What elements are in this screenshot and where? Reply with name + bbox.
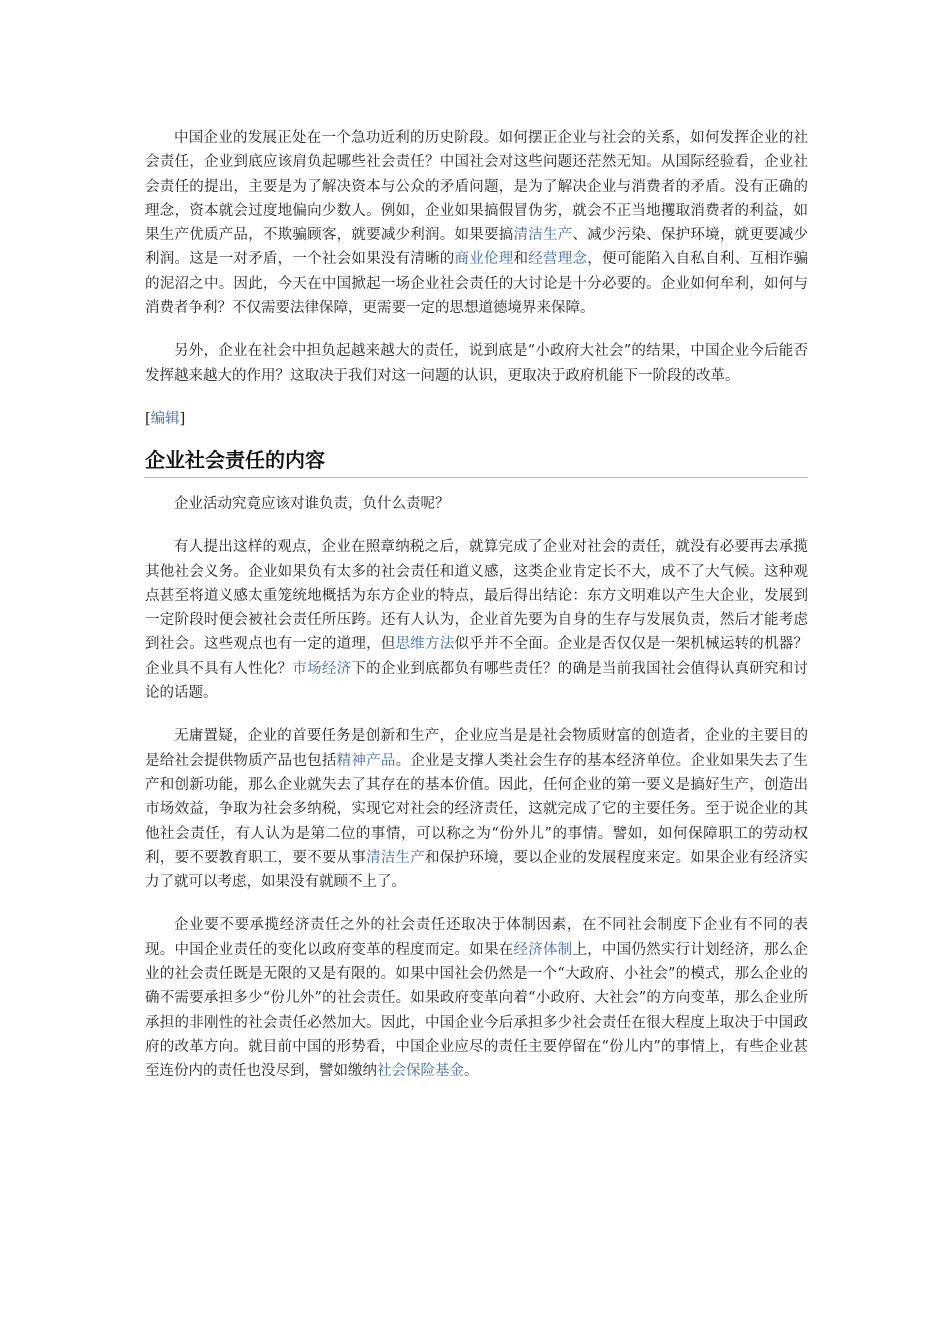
link-jingying-linian[interactable]: 经营理念 [528,251,588,268]
paragraph-government: 另外，企业在社会中担负起越来越大的责任，说到底是“小政府大社会”的结果，中国企业今后能否发挥越来越大的作用？这取决于我们对这一问题的认识，更取决于政府机能下一阶段的改革。 [145,343,808,384]
article-body [145,126,808,1084]
link-siwei-fangfa[interactable]: 思维方法 [395,636,455,653]
text: ，便可能陷入自私自利、互相诈骗的泥沼之中。因此，今天在中国掀起一场企业社会责任的大讨论是十分必要的。企业如何牟利，如何与消费者争利？不仅需要法律保障，更需要一定的思想道德境界来保障。 [145,251,809,317]
paragraph-primary-task [145,724,808,894]
link-shangye-lunli[interactable]: 商业伦理 [454,251,514,268]
link-qingjie-shengchan[interactable]: 清洁生产 [513,227,573,244]
text: 有人提出这样的观点，企业在照章纳税之后，就算完成了企业对社会的责任，就没有必要再去承揽其他社会义务。企业如果负有太多的社会责任和道义感，这类企业肯定长不大，成不了大气候。这种观点甚至将道义感太重笼统地概括为东方企业的特点，最后得出结论：东方文明难以产生大企业，发展到一定阶段时便会被社会责任所压跨。还有人认为，企业首先要为自身的生存与发展负责，然后才能考虑到社会。这些观点也有一定的道理，但 [145,539,808,653]
paragraph-question: 企业活动究竟应该对谁负责，负什么责呢？ [174,495,450,512]
bracket-close: ] [179,410,186,427]
text: 企业要不要承揽经济责任之外的社会责任还取决于体制因素，在不同社会制度下企业有不同的表现。中国企业责任的变化以政府变革的程度而定。如果在 [145,917,808,958]
section-heading: 企业社会责任的内容 [145,445,808,478]
edit-section [145,407,808,431]
link-qingjie-shengchan-2[interactable]: 清洁生产 [366,849,426,866]
paragraph-intro [145,126,808,320]
text: 下的企业到底都负有哪些责任？的确是当前我国社会值得认真研究和讨论的话题。 [145,660,809,702]
text: 和保护环境，要以企业的发展程度来定。如果企业有经济实力了就可以考虑，如果没有就顾不上了。 [145,849,809,891]
text: 。 [464,1063,479,1080]
bracket-open: [ [145,410,151,427]
text: 上，中国仍然实行计划经济，那么企业的社会责任既是无限的又是有限的。如果中国社会仍然是一个“大政府、小社会”的模式，那么企业的确不需要承担多少“份儿外”的社会责任。如果政府变革向着“小政府、大社会”的方向变革，那么企业所承担的非刚性的社会责任必然加大。因此，中国企业今后承担多少社会责任在很大程度上取决于中国政府的改革方向。就目前中国的形势看，中国企业应尽的责任主要停留在“份儿内”的事情上，有些企业甚至连份内的责任也没尽到，譬如缴纳 [145,941,809,1080]
link-shichang-jingji[interactable]: 市场经济 [292,660,352,677]
paragraph-views [145,535,808,705]
paragraph-institutions [145,913,808,1083]
link-jingji-tizhi[interactable]: 经济体制 [513,941,573,958]
text: 无庸置疑，企业的首要任务是创新和生产，企业应当是是社会物质财富的创造者，企业的主要目的是给社会提供物质产品也包括 [145,728,808,769]
text: 、减少污染、保护环境，就更要减少利润。这是一对矛盾，一个社会如果没有清晰的 [145,227,809,268]
text: 和 [513,251,529,268]
link-shehui-baoxian-jijin[interactable]: 社会保险基金 [377,1063,464,1080]
link-jingshen-chanpin[interactable]: 精神产品 [336,752,396,769]
text: 似乎并不全面。企业是否仅仅是一架机械运转的机器？企业具不具有人性化？ [145,636,809,677]
text: 。企业是支撑人类社会生存的基本经济单位。企业如果失去了生产和创新功能，那么企业就失去了其存在的基本价值。因此，任何企业的第一要义是搞好生产，创造出市场效益，争取为社会多纳税，实现它对社会的经济责任，这就完成了它的主要任务。至于说企业的其他社会责任，有人认为是第二位的事情，可以称之为“份外儿”的事情。譬如，如何保障职工的劳动权利，要不要教育职工，要不要从事 [145,752,809,866]
edit-link[interactable]: 编辑 [150,410,180,427]
text: 中国企业的发展正处在一个急功近利的历史阶段。如何摆正企业与社会的关系，如何发挥企业的社会责任，企业到底应该肩负起哪些社会责任？中国社会对这些问题还茫然无知。从国际经验看，企业社会责任的提出，主要是为了解决资本与公众的矛盾问题，是为了解决企业与消费者的矛盾。没有正确的理念，资本就会过度地偏向少数人。例如，企业如果搞假冒伪劣，就会不正当地攫取消费者的利益，如果生产优质产品，不欺骗顾客，就要减少利润。如果要搞 [145,130,808,244]
